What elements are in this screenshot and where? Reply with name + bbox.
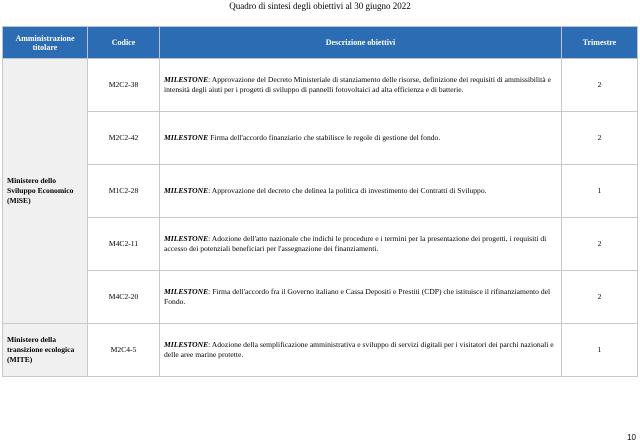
- quarter-cell: 1: [562, 324, 638, 377]
- code-cell: M4C2-11: [88, 218, 160, 271]
- description-text: Firma dell'accordo fra il Governo italiano e Cassa Depositi e Prestiti (CDP) che istituisce il rifinanziamento del Fondo.: [164, 286, 551, 306]
- description-cell: [160, 271, 562, 324]
- objectives-table: [2, 26, 638, 377]
- table-row: [3, 165, 638, 218]
- milestone-separator: :: [208, 74, 212, 84]
- header-description: Descrizione obiettivi: [160, 27, 562, 59]
- description-text: Adozione della semplificazione amministrativa e sviluppo di servizi digitali per i visitatori dei parchi nazionali e delle aree marine protette.: [164, 339, 554, 359]
- table-row: [3, 218, 638, 271]
- table-row: [3, 324, 638, 377]
- header-owner: Amministrazione titolare: [3, 27, 88, 59]
- table-row: [3, 59, 638, 112]
- code-cell: M2C2-38: [88, 59, 160, 112]
- description-text: Approvazione del Decreto Ministeriale di stanziamento delle risorse, definizione dei requisiti di ammissibilità e intensità degli aiuti per i progetti di sviluppo di pannelli fotovoltaici ad alta efficienza e di batterie.: [164, 74, 551, 94]
- code-cell: M2C2-42: [88, 112, 160, 165]
- page-number: 10: [627, 433, 636, 442]
- description-cell: [160, 324, 562, 377]
- table-row: [3, 112, 638, 165]
- quarter-cell: 2: [562, 112, 638, 165]
- quarter-cell: 1: [562, 165, 638, 218]
- milestone-label: MILESTONE: [164, 74, 209, 84]
- quarter-cell: 2: [562, 271, 638, 324]
- milestone-separator: :: [208, 286, 213, 296]
- quarter-cell: 2: [562, 218, 638, 271]
- code-cell: M1C2-28: [88, 165, 160, 218]
- quarter-cell: 2: [562, 59, 638, 112]
- milestone-label: MILESTONE: [164, 286, 209, 296]
- description-text: Adozione dell'atto nazionale che indichi le procedure e i termini per la presentazione dei progetti, i requisiti di accesso dei potenziali beneficiari per l'assegnazione dei finanziamenti.: [164, 233, 547, 253]
- owner-cell: Ministero dello Sviluppo Economico (MiSE): [3, 59, 88, 324]
- description-cell: [160, 165, 562, 218]
- code-cell: M2C4-5: [88, 324, 160, 377]
- description-cell: [160, 112, 562, 165]
- table-row: [3, 271, 638, 324]
- milestone-label: MILESTONE: [164, 339, 209, 349]
- milestone-label: MILESTONE: [164, 185, 209, 195]
- table-header-row: [3, 27, 638, 59]
- description-text: Approvazione del decreto che delinea la politica di investimento dei Contratti di Sviluppo.: [211, 185, 487, 195]
- owner-cell: Ministero della transizione ecologica (MITE): [3, 324, 88, 377]
- milestone-separator: :: [208, 233, 212, 243]
- description-text: Firma dell'accordo finanziario che stabilisce le regole di gestione del fondo.: [210, 132, 441, 142]
- code-cell: M4C2-20: [88, 271, 160, 324]
- milestone-label: MILESTONE: [164, 233, 209, 243]
- header-code: Codice: [88, 27, 160, 59]
- page-title: Quadro di sintesi degli obiettivi al 30 giugno 2022: [229, 1, 411, 11]
- description-cell: [160, 59, 562, 112]
- milestone-separator: :: [208, 339, 212, 349]
- milestone-separator: :: [208, 185, 212, 195]
- milestone-label: MILESTONE: [164, 132, 209, 142]
- description-cell: [160, 218, 562, 271]
- header-quarter: Trimestre: [562, 27, 638, 59]
